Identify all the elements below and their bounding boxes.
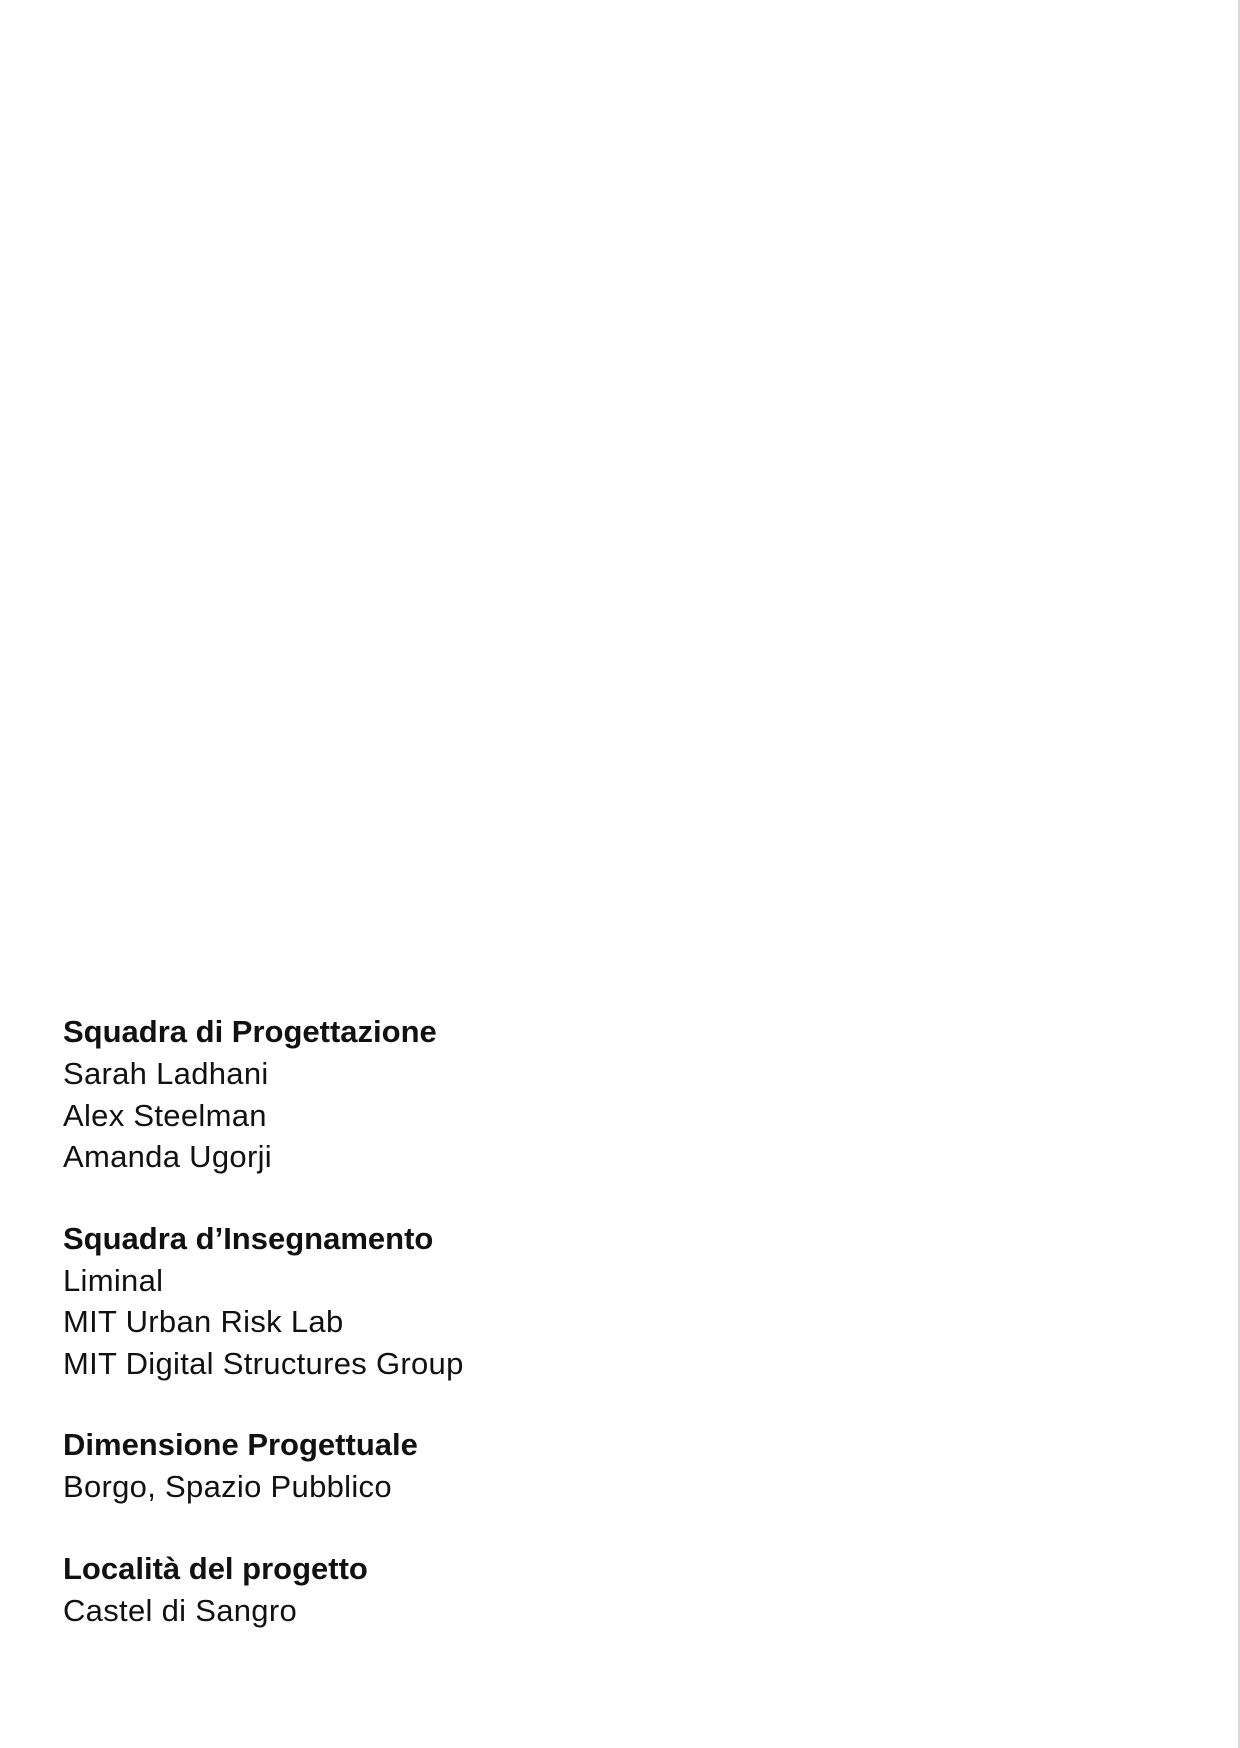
teaching-entity: MIT Urban Risk Lab [63,1304,344,1339]
location-value: Castel di Sangro [63,1592,297,1628]
section-title: Dimensione Progettuale [63,1427,418,1462]
teaching-team-section [63,1218,763,1385]
team-member: Sarah Ladhani [63,1056,269,1091]
project-credits [63,1011,763,1671]
section-title: Squadra di Progettazione [63,1014,437,1049]
section-title: Squadra d’Insegnamento [63,1220,434,1256]
teaching-entity: MIT Digital Structures Group [63,1345,464,1381]
section-title: Località del progetto [63,1550,368,1586]
dimension-value: Borgo, Spazio Pubblico [63,1469,392,1504]
design-team-section [63,1011,763,1178]
team-member: Amanda Ugorji [63,1139,272,1174]
design-dimension-section [63,1424,763,1508]
project-location-section [63,1548,763,1632]
teaching-entity: Liminal [63,1262,164,1298]
team-member: Alex Steelman [63,1097,267,1133]
